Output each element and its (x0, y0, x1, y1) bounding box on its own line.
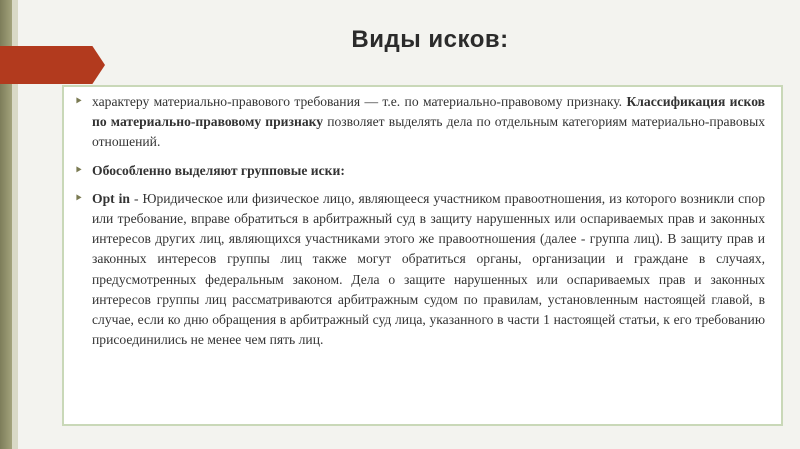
arrow-bullet-icon: ⯈ (74, 95, 83, 108)
bullet-classification (74, 92, 765, 153)
bullet-bold-text: Opt in (92, 190, 130, 206)
content-box (62, 85, 783, 426)
bullet-text: позволяет выделять дела по отдельным категориям материально-правовых отношений. (92, 114, 765, 150)
slide-title: Виды исков: (351, 26, 509, 53)
arrow-bullet-icon: ⯈ (74, 163, 83, 177)
bullet-text: характеру материально-правового требования — т.е. по материально-правовому признаку. (92, 94, 627, 109)
bullet-text: - Юридическое или физическое лицо, являющееся участником правоотношения, из которого возникли спор или требование, вправе обратиться в арбитражный суд в защиту нарушенных или оспариваемых прав и законных интересов других лиц, являющихся участниками этого же правоотношения (далее - группа лиц). В защиту прав и законных интересов группы лиц также могут обратиться органы, организации и граждане в случаях, предусмотренных федеральным законом. Дела о защите нарушенных или оспариваемых прав и законных интересов группы лиц рассматриваются арбитражным судом по правилам, установленным настоящей главой, в случае, если ко дню обращения в арбитражный суд лица, указанного в части 1 настоящей статьи, к его требованию присоединились не менее чем пять лиц. (92, 190, 765, 348)
bullet-bold-text: Классификация исков по материально-правовому признаку (92, 94, 765, 130)
bullet-opt-in (74, 189, 765, 351)
arrow-bullet-icon: ⯈ (74, 191, 83, 205)
bullet-group-claims (74, 161, 765, 181)
bullet-bold-text: Обособленно выделяют групповые иски: (92, 162, 345, 178)
